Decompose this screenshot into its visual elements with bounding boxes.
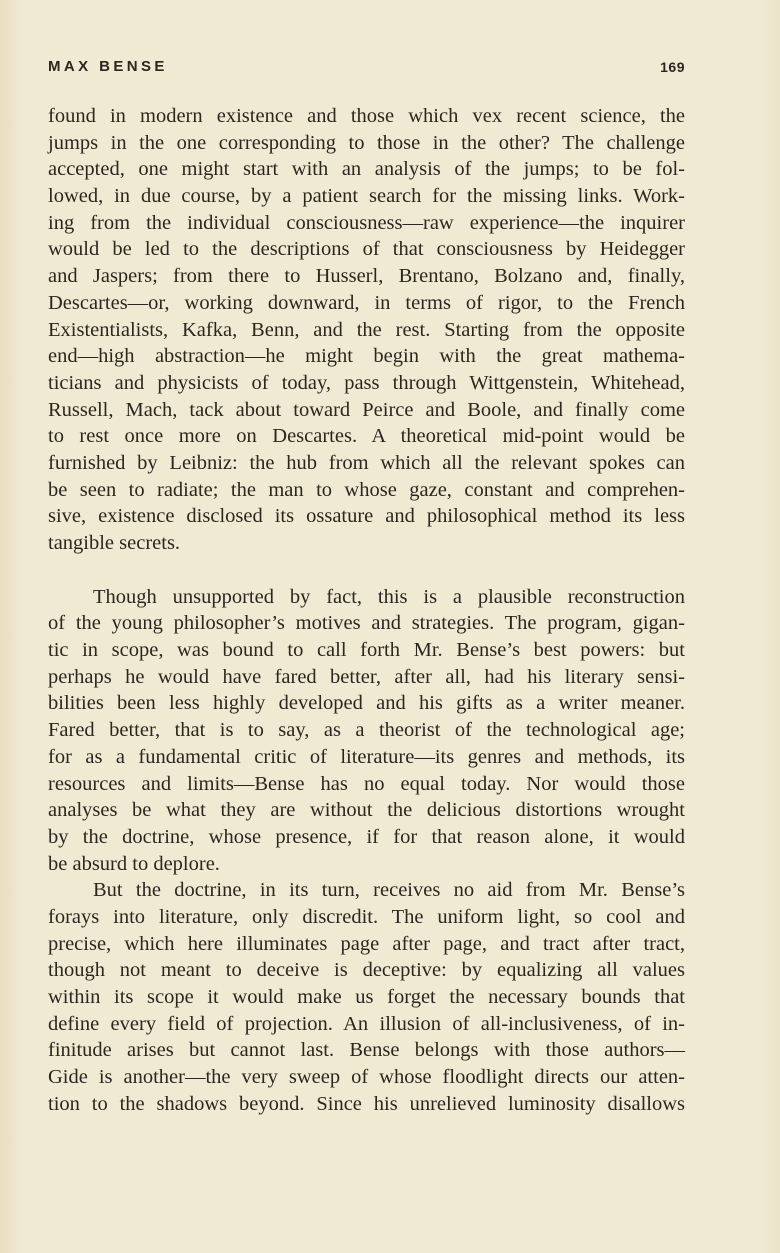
text-line: end—high abstraction—he might begin with the great mathema- [48, 345, 685, 368]
text-line: define every field of projection. An illusion of all-inclusiveness, of in- [48, 1012, 685, 1035]
text-line: for as a fundamental critic of literature—its genres and methods, its [48, 745, 685, 768]
text-line: accepted, one might start with an analysis of the jumps; to be fol- [48, 158, 685, 181]
text-line: would be led to the descriptions of that consciousness by Heidegger [48, 238, 685, 261]
text-line: furnished by Leibniz: the hub from which all the relevant spokes can [48, 451, 685, 474]
text-line: of the young philosopher’s motives and strategies. The program, gigan- [48, 612, 685, 635]
text-line: within its scope it would make us forget the necessary bounds that [48, 986, 685, 1008]
text-line: perhaps he would have fared better, after all, had his literary sensi- [48, 665, 685, 688]
text-line: sive, existence disclosed its ossature and philosophical method its less [48, 505, 685, 528]
text-line: lowed, in due course, by a patient search for the missing links. Work- [48, 185, 685, 208]
text-line: But the doctrine, in its turn, receives no aid from Mr. Bense’s [93, 879, 685, 902]
text-line: be seen to radiate; the man to whose gaze, constant and comprehen- [48, 478, 685, 501]
text-line: analyses be what they are without the delicious distortions wrought [48, 799, 685, 822]
text-line: Descartes—or, working downward, in terms of rigor, to the French [48, 291, 685, 314]
text-line: Fared better, that is to say, as a theorist of the technological age; [48, 719, 685, 742]
body-text [48, 103, 685, 1117]
running-head [48, 58, 685, 82]
text-line: Russell, Mach, tack about toward Peirce and Boole, and finally come [48, 398, 685, 421]
text-line: Gide is another—the very sweep of whose floodlight directs our atten- [48, 1066, 685, 1089]
text-line: tion to the shadows beyond. Since his unrelieved luminosity disallows [48, 1092, 685, 1115]
running-title: MAX BENSE [48, 58, 168, 75]
text-line: tangible secrets. [48, 532, 181, 554]
text-line: Existentialists, Kafka, Benn, and the rest. Starting from the opposite [48, 318, 685, 341]
paragraph-spacer [48, 557, 685, 584]
text-line: tic in scope, was bound to call forth Mr. Bense’s best powers: but [48, 639, 685, 662]
text-line: forays into literature, only discredit. The uniform light, so cool and [48, 905, 685, 928]
text-line: jumps in the one corresponding to those in the other? The challenge [48, 131, 685, 154]
text-line: by the doctrine, whose presence, if for that reason alone, it would [48, 825, 685, 848]
paragraph-2 [48, 584, 685, 878]
text-line: though not meant to deceive is deceptive: by equalizing all values [48, 959, 685, 982]
paragraph-1 [48, 103, 685, 557]
text-line: to rest once more on Descartes. A theoretical mid-point would be [48, 425, 685, 448]
text-line: ing from the individual consciousness—raw experience—the inquirer [48, 211, 685, 234]
paragraph-3 [48, 877, 685, 1117]
text-line: resources and limits—Bense has no equal today. Nor would those [48, 772, 685, 795]
page-number: 169 [660, 59, 685, 75]
text-line: and Jaspers; from there to Husserl, Brentano, Bolzano and, finally, [48, 265, 685, 288]
text-line: Though unsupported by fact, this is a plausible reconstruction [93, 585, 685, 608]
text-line: precise, which here illuminates page after page, and tract after tract, [48, 932, 685, 955]
text-line: found in modern existence and those which vex recent science, the [48, 105, 685, 127]
text-line: be absurd to deplore. [48, 852, 220, 875]
text-line: finitude arises but cannot last. Bense belongs with those authors— [48, 1039, 685, 1062]
text-line: ticians and physicists of today, pass through Wittgenstein, Whitehead, [48, 371, 685, 394]
text-line: bilities been less highly developed and his gifts as a writer meaner. [48, 692, 685, 715]
